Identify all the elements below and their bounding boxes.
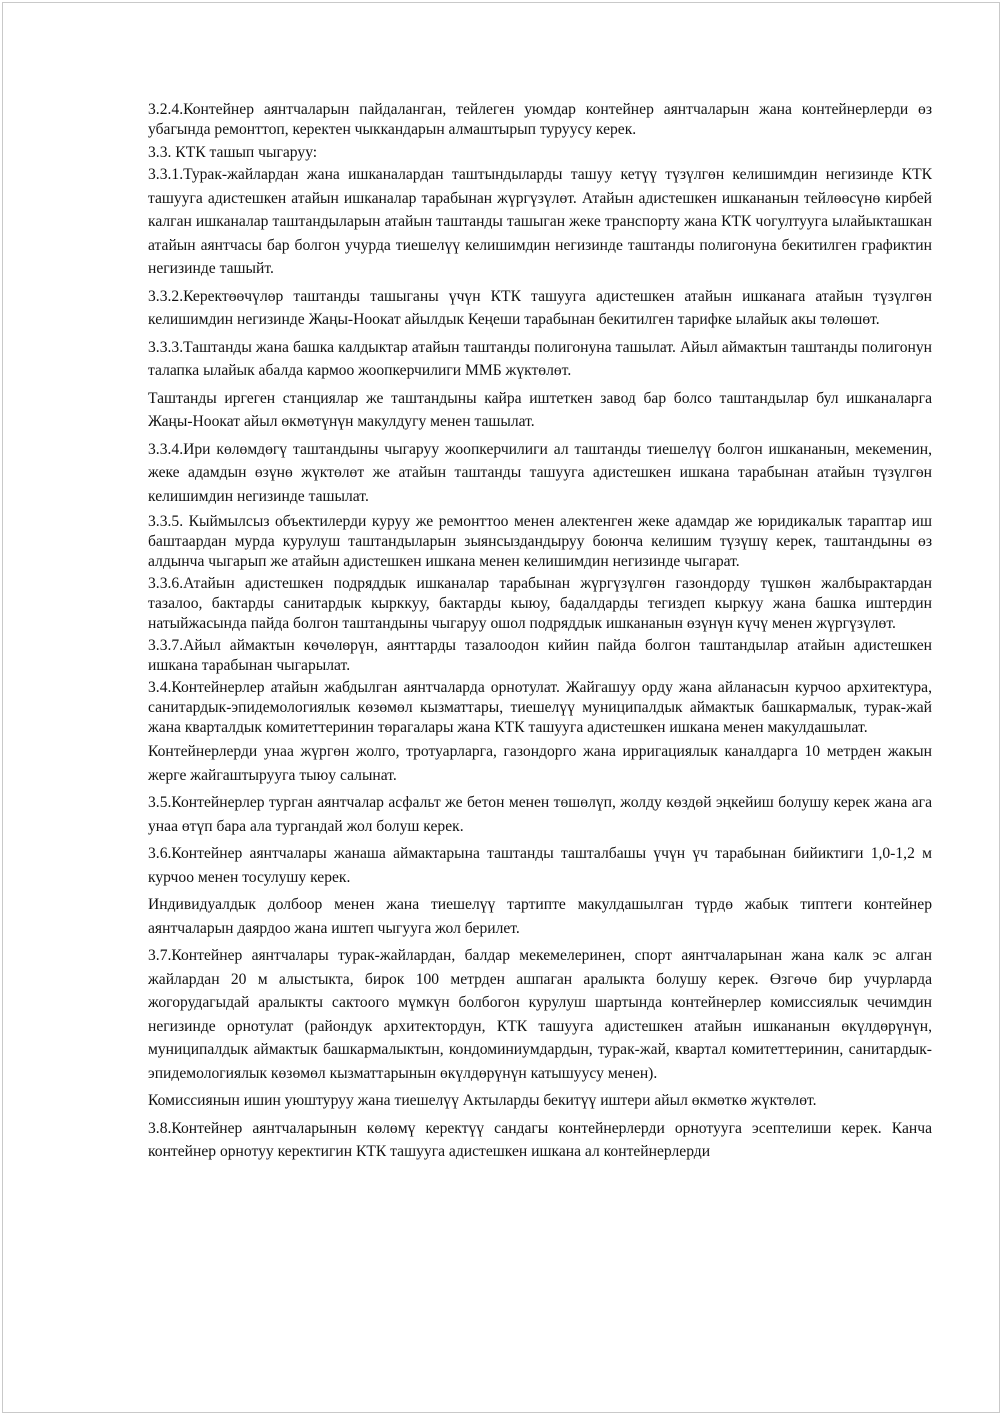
paragraph-3-8: 3.8.Контейнер аянтчаларынын көлөмү керектүү сандагы контейнерлерди орнотууга эсептелиши керек. Канча контейнер орнотуу керектигин КТК ташууга адистешкен ишкана ал контейнерлерди <box>148 1119 932 1160</box>
paragraph-3-3-6: 3.3.6.Атайын адистешкен подряддык ишканалар тарабынан жүргүзүлгөн газондорду түшкөн жалбырактардан тазалоо, бактарды санитардык кырккуу, бактарды кыюу, бадалдарды тегиздеп кыркуу жана башка иштердин натыйжасында пайда болгон таштандыны чыгаруу ошол подряддык ишкананын өзүнүн күчү менен жүргүзүлөт. <box>148 575 932 632</box>
paragraph-3-3-4: 3.3.4.Ири көлөмдөгү таштандыны чыгаруу жоопкерчилиги ал таштанды тиешелүү болгон ишкананын, мекеменин, жеке адамдын өзүнө жүктөлөт же атайын таштанды ташууга адистешкен ишкана тарабынан атайын түзүлгөн келишимдин негизинде ташылат. <box>148 440 932 505</box>
paragraph-3-3-3: 3.3.3.Таштанды жана башка калдыктар атайын таштанды полигонуна ташылат. Айыл аймактын таштанды полигонун талапка ылайык абалда кармоо жоопкерчилиги ММБ жүктөлөт. <box>148 338 932 379</box>
paragraph-3-3-5: 3.3.5. Кыймылсыз объектилерди куруу же ремонттоо менен алектенген жеке адамдар же юридикалык тараптар иш баштаардан мурда курулуш таштандыларын зыянсыздандыруу боюнча келишим түзүшү керек, таштандыны өз алдынча чыгарып же атайын адистешкен ишкана менен келишимдин негизинде чыгарат. <box>148 513 932 570</box>
paragraph-3-3-7: 3.3.7.Айыл аймактын көчөлөрүн, аянттарды тазалоодон кийин пайда болгон таштандылар атайын адистешкен ишкана тарабынан чыгарылат. <box>148 637 932 674</box>
paragraph-individual-project: Индивидуалдык долбоор менен жана тиешелүү тартипте макулдашылган түрдө жабык типтеги контейнер аянтчаларын даярдоо жана иштеп чыгууга жол берилет. <box>148 896 932 937</box>
paragraph-3-2-4: 3.2.4.Контейнер аянтчаларын пайдаланган, тейлеген уюмдар контейнер аянтчаларын жана контейнерлерди өз убагында ремонттоп, керектен чыккандарын алмаштырып туруусу керек. <box>148 101 932 138</box>
document-body <box>148 100 932 1168</box>
paragraph-3-3-1: 3.3.1.Турак-жайлардан жана ишканалардан таштындыларды ташуу кетүү түзүлгөн келишимдин негизинде КТК ташууга адистешкен атайын ишканалар тарабынан жүргүзүлөт. Атайын адистешкен ишкананын тейлөөсүнө кирбей калган ишканалар таштандыларын атайын таштанды ташыган жеке транспорту жана КТК чогултууга ылайыкташкан атайын аянтчасы бар болгон учурда тиешелүү келишимдин негизинде таштанды полигонуна бекитилген графиктин негизинде ташыйт. <box>148 166 932 277</box>
paragraph-3-3-2: 3.3.2.Керектөөчүлөр таштанды ташыганы үчүн КТК ташууга адистешкен атайын ишканага атайын түзүлгөн келишимдин негизинде Жаңы-Ноокат айылдык Кеңеши тарабынан бекитилген тарифке ылайык акы төлөшөт. <box>148 287 932 328</box>
paragraph-3-5: 3.5.Контейнерлер турган аянтчалар асфальт же бетон менен төшөлүп, жолду көздөй эңкейиш болушу керек жана ага унаа өтүп бара ала тургандай жол болуш керек. <box>148 794 932 835</box>
paragraph-container-distance: Контейнерлерди унаа жүргөн жолго, тротуарларга, газондорго жана ирригациялык каналдарга 10 метрден жакын жерге жайгаштырууга тыюу салынат. <box>148 743 932 784</box>
document-page <box>2 2 1000 1413</box>
section-heading-3-3: 3.3. КТК ташып чыгаруу: <box>148 144 318 161</box>
paragraph-3-4: 3.4.Контейнерлер атайын жабдылган аянтчаларда орнотулат. Жайгашуу орду жана айланасын курчоо архитектура, санитардык-эпидемологиялык көзөмөл кызматтары, тиешелүү муниципалдык аймактык башкармалык, турак-жай жана кварталдык комитеттеринин төрагалары жана КТК ташууга адистешкен ишкана менен макулдашылат. <box>148 679 932 736</box>
paragraph-3-7: 3.7.Контейнер аянтчалары турак-жайлардан, балдар мекемелеринен, спорт аянтчаларынан жана калк эс алган жайлардан 20 м алыстыкта, бирок 100 метрден ашпаган аралыкта болушу керек. Өзгөчө бир учурларда жогорудагыдай аралыкты сактоого мүмкүн болбогон курулуш шартында контейнерлер комиссиялык чечимдин негизинде орнотулат (райондук архитектордун, КТК ташууга адистешкен атайын ишкананын өкүлдөрүнүн, муниципалдык аймактык башкармалыктын, кондоминиумдардын, турак-жай, квартал комитеттеринин, санитардык-эпидемологиялык көзөмөл кызматтарынын өкүлдөрүнүн катышуусу менен). <box>148 947 932 1082</box>
paragraph-commission: Комиссиянын ишин уюштуруу жана тиешелүү Актыларды бекитүү иштери айыл өкмөткө жүктөлөт. <box>148 1092 817 1109</box>
paragraph-3-6: 3.6.Контейнер аянтчалары жанаша аймактарына таштанды ташталбашы үчүн үч тарабынан бийиктиги 1,0-1,2 м курчоо менен тосулушу керек. <box>148 845 932 886</box>
paragraph-sorting-stations: Таштанды иргеген станциялар же таштандыны кайра иштеткен завод бар болсо таштандылар бул ишканаларга Жаңы-Ноокат айыл өкмөтүнүн макулдугу менен ташылат. <box>148 389 932 430</box>
